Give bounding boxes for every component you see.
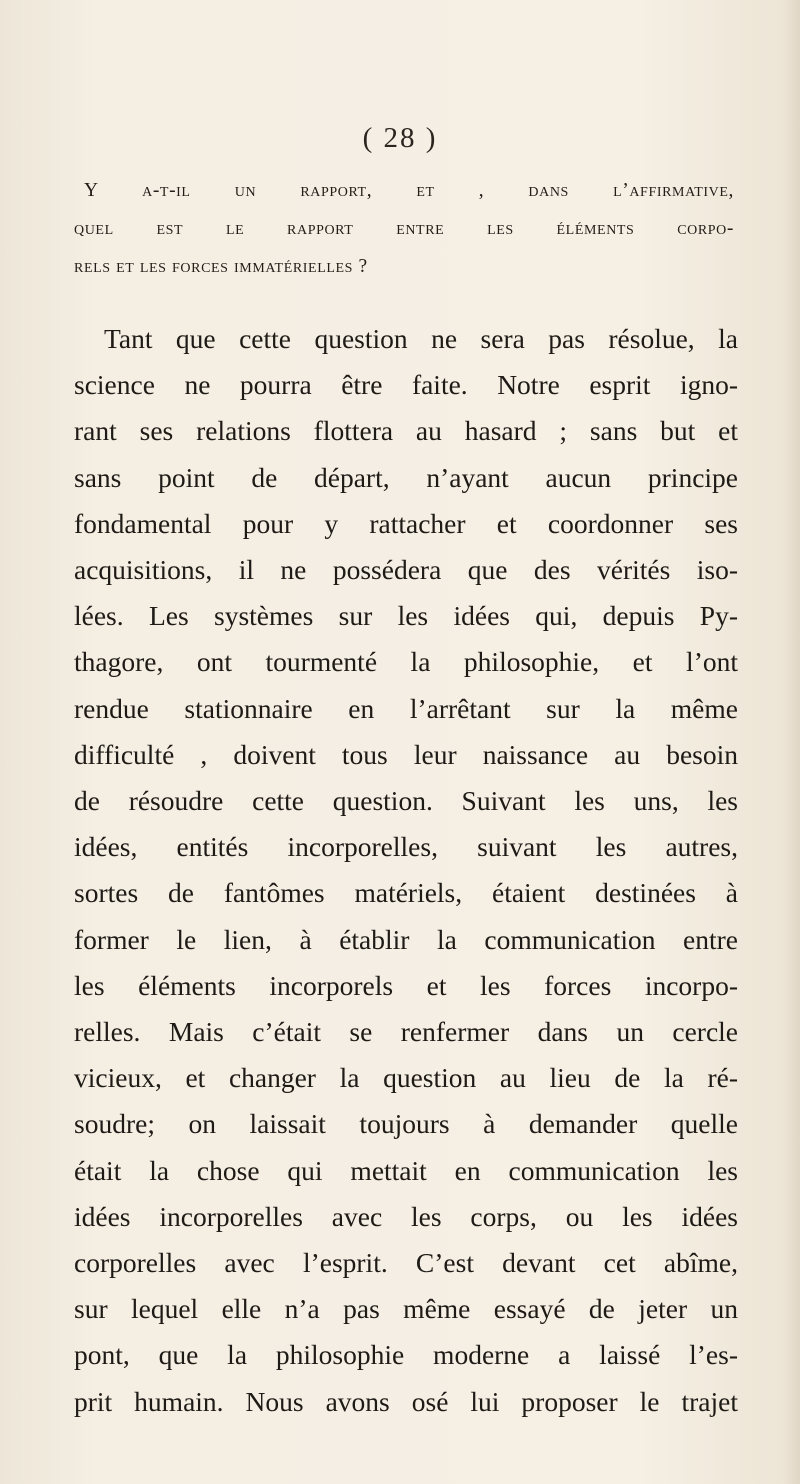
text-line: les éléments incorporels et les forces incorpo-	[74, 969, 738, 1001]
text-line: rendue stationnaire en l’arrêtant sur la même	[74, 692, 738, 724]
heading-line: rels et les forces immatérielles ?	[74, 256, 368, 277]
text-line: corporelles avec l’esprit. C’est devant cet abîme,	[74, 1247, 738, 1279]
text-line: pont, que la philosophie moderne a laissé l’es-	[74, 1339, 738, 1371]
text-line: acquisitions, il ne possédera que des vérités iso-	[74, 554, 738, 586]
section-heading	[74, 172, 734, 286]
text-line: vicieux, et changer la question au lieu de la ré-	[74, 1062, 738, 1094]
text-line: lées. Les systèmes sur les idées qui, depuis Py-	[74, 600, 738, 632]
text-line: fondamental pour y rattacher et coordonner ses	[74, 507, 738, 539]
text-line: science ne pourra être faite. Notre esprit igno-	[74, 369, 738, 401]
text-line: Tant que cette question ne sera pas résolue, la	[104, 323, 738, 354]
page-number: ( 28 )	[362, 122, 438, 154]
text-line: former le lien, à établir la communication entre	[74, 923, 738, 955]
text-line: difficulté , doivent tous leur naissance au besoin	[74, 738, 738, 770]
text-line: relles. Mais c’était se renfermer dans un cercle	[74, 1016, 738, 1048]
text-line: sortes de fantômes matériels, étaient destinées à	[74, 877, 738, 909]
heading-line: quel est le rapport entre les éléments corpo-	[74, 218, 734, 239]
text-line: prit humain. Nous avons osé lui proposer le trajet	[74, 1385, 738, 1417]
text-line: sur lequel elle n’a pas même essayé de jeter un	[74, 1293, 738, 1325]
text-line: idées, entités incorporelles, suivant les autres,	[74, 831, 738, 863]
text-line: rant ses relations flottera au hasard ; sans but et	[74, 415, 738, 447]
body-paragraph	[74, 316, 738, 1425]
text-line: sans point de départ, n’ayant aucun principe	[74, 461, 738, 493]
text-line: soudre; on laissait toujours à demander quelle	[74, 1108, 738, 1140]
page-edge-shadow	[782, 0, 800, 1484]
text-line: idées incorporelles avec les corps, ou les idées	[74, 1200, 738, 1232]
heading-line: Y a-t-il un rapport, et , dans l’affirmative,	[84, 180, 734, 201]
text-line: thagore, ont tourmenté la philosophie, et l’ont	[74, 646, 738, 678]
text-line: était la chose qui mettait en communication les	[74, 1154, 738, 1186]
text-line: de résoudre cette question. Suivant les uns, les	[74, 785, 738, 817]
